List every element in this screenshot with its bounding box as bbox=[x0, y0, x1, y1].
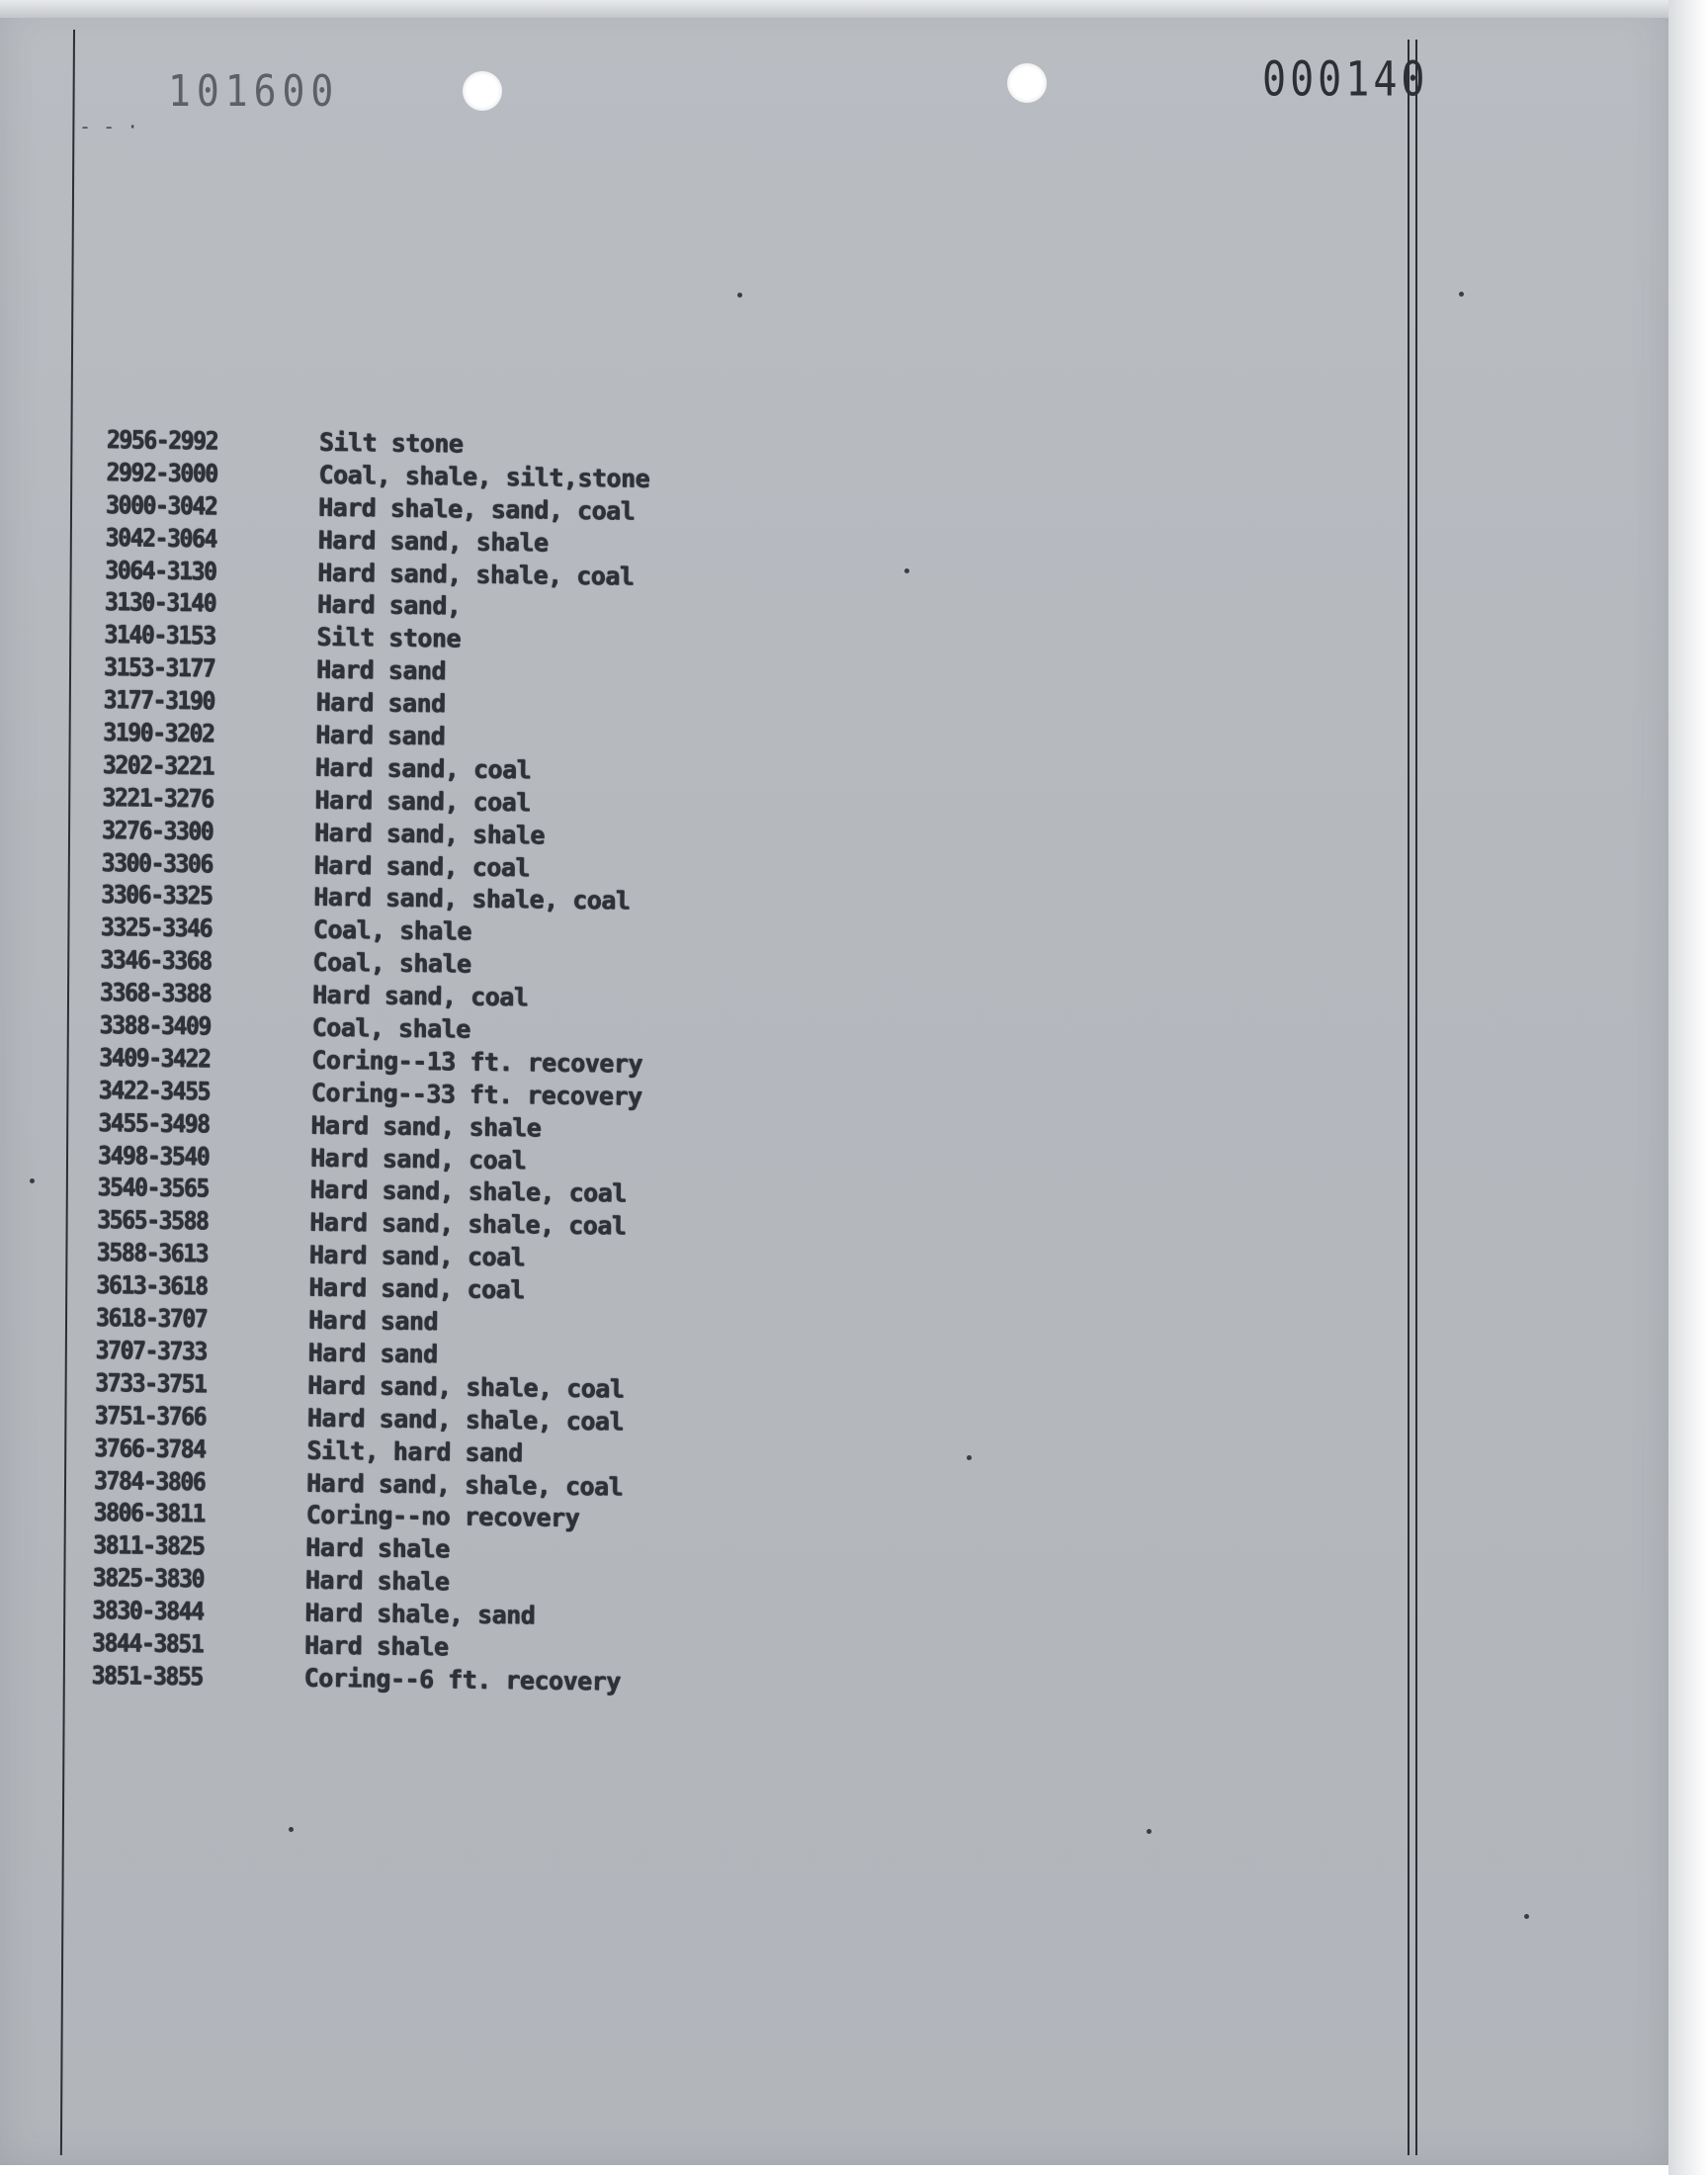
depth-interval: 3707-3733 bbox=[95, 1335, 207, 1366]
formation-description: Silt stone bbox=[316, 622, 462, 653]
right-margin-line-outer bbox=[1415, 40, 1417, 2155]
formation-description: Hard sand bbox=[307, 1338, 438, 1369]
depth-interval: 3177-3190 bbox=[103, 685, 214, 716]
formation-description: Hard sand, coal bbox=[313, 850, 531, 882]
depth-interval: 3064-3130 bbox=[105, 555, 216, 585]
formation-description: Hard sand, coal bbox=[311, 980, 529, 1012]
corner-mark: - - · bbox=[79, 115, 139, 138]
formation-description: Hard shale, sand, coal bbox=[317, 492, 636, 526]
formation-description: Coring--13 ft. recovery bbox=[310, 1045, 643, 1079]
paper-speck bbox=[30, 1178, 35, 1183]
depth-interval: 3830-3844 bbox=[92, 1595, 204, 1626]
depth-interval: 3325-3346 bbox=[100, 913, 213, 943]
depth-interval: 3000-3042 bbox=[105, 489, 217, 521]
paper-speck bbox=[737, 293, 742, 298]
depth-interval: 3153-3177 bbox=[103, 652, 215, 683]
formation-description: Hard sand, shale bbox=[310, 1110, 542, 1143]
formation-description: Hard sand, coal bbox=[308, 1272, 525, 1305]
depth-interval: 2956-2992 bbox=[106, 425, 218, 456]
formation-description: Hard sand, shale bbox=[317, 525, 549, 558]
depth-interval: 3588-3613 bbox=[96, 1238, 209, 1268]
formation-description: Hard sand, shale, coal bbox=[306, 1403, 625, 1436]
formation-description: Hard sand bbox=[315, 720, 446, 751]
formation-description: Silt, hard sand bbox=[306, 1436, 523, 1467]
depth-interval: 3409-3422 bbox=[99, 1042, 211, 1074]
depth-interval: 3806-3811 bbox=[93, 1498, 205, 1528]
formation-description: Hard sand, coal bbox=[314, 752, 532, 785]
formation-description: Coring--6 ft. recovery bbox=[303, 1663, 621, 1696]
formation-description: Hard sand bbox=[315, 687, 446, 719]
formation-description: Coring--33 ft. recovery bbox=[310, 1078, 642, 1111]
depth-interval: 3825-3830 bbox=[92, 1563, 205, 1594]
paper-speck bbox=[1147, 1829, 1152, 1834]
depth-interval: 3368-3388 bbox=[99, 978, 212, 1008]
paper-speck bbox=[904, 568, 909, 573]
formation-description: Hard shale, sand bbox=[304, 1598, 536, 1630]
formation-description: Hard sand, shale, coal bbox=[309, 1175, 627, 1208]
formation-description: Hard sand, bbox=[316, 590, 462, 621]
page-number: 000140 bbox=[1262, 52, 1429, 108]
top-edge-strip bbox=[0, 0, 1668, 18]
depth-interval: 3130-3140 bbox=[104, 587, 216, 618]
formation-description: Hard sand, shale, coal bbox=[305, 1468, 624, 1501]
paper-speck bbox=[967, 1455, 972, 1460]
formation-description: Hard sand, coal bbox=[308, 1240, 526, 1272]
formation-description: Hard sand bbox=[315, 654, 447, 686]
formation-description: Hard shale bbox=[303, 1630, 449, 1662]
depth-interval: 3455-3498 bbox=[98, 1107, 210, 1139]
depth-interval: 3276-3300 bbox=[101, 815, 214, 846]
formation-description: Hard sand, shale, coal bbox=[313, 883, 631, 915]
formation-description: Hard shale bbox=[304, 1565, 450, 1597]
formation-description: Hard sand, shale bbox=[313, 818, 545, 850]
depth-interval: 3733-3751 bbox=[94, 1367, 207, 1399]
depth-interval: 3751-3766 bbox=[94, 1400, 207, 1432]
formation-description: Hard sand, shale, coal bbox=[306, 1370, 625, 1404]
depth-interval: 3346-3368 bbox=[100, 945, 212, 976]
formation-description: Hard sand, coal bbox=[314, 785, 531, 818]
depth-interval: 3565-3588 bbox=[97, 1205, 209, 1236]
depth-interval: 3498-3540 bbox=[97, 1140, 210, 1171]
well-log-table bbox=[91, 425, 818, 1701]
formation-description: Hard sand, shale, coal bbox=[308, 1207, 627, 1241]
formation-description: Coring--no recovery bbox=[305, 1500, 580, 1533]
depth-interval: 3851-3855 bbox=[91, 1660, 203, 1692]
depth-interval: 3618-3707 bbox=[95, 1302, 208, 1334]
paper-edge-right bbox=[1668, 0, 1708, 2175]
paper-speck bbox=[1459, 292, 1464, 297]
formation-description: Hard sand, shale, coal bbox=[317, 558, 635, 591]
formation-description: Hard sand bbox=[307, 1305, 439, 1337]
right-margin-line-inner bbox=[1408, 40, 1409, 2155]
formation-description: Coal, shale bbox=[311, 1012, 470, 1044]
formation-description: Coal, shale bbox=[312, 914, 472, 946]
depth-interval: 3221-3276 bbox=[102, 782, 214, 814]
depth-interval: 3784-3806 bbox=[93, 1465, 206, 1496]
depth-interval: 3042-3064 bbox=[105, 522, 216, 554]
depth-interval: 3540-3565 bbox=[97, 1173, 209, 1203]
depth-interval: 3766-3784 bbox=[94, 1433, 206, 1463]
formation-description: Coal, shale, silt,stone bbox=[318, 460, 650, 493]
formation-description: Hard sand, coal bbox=[309, 1143, 527, 1174]
formation-description: Coal, shale bbox=[312, 947, 471, 979]
depth-interval: 3202-3221 bbox=[102, 749, 214, 781]
paper-speck bbox=[289, 1827, 294, 1832]
punch-hole-left bbox=[463, 71, 502, 111]
depth-interval: 3811-3825 bbox=[92, 1530, 205, 1561]
formation-description: Silt stone bbox=[318, 427, 464, 459]
depth-interval: 3306-3325 bbox=[101, 880, 213, 911]
document-number: 101600 bbox=[168, 65, 340, 117]
depth-interval: 3388-3409 bbox=[99, 1009, 211, 1041]
paper-speck bbox=[1524, 1914, 1529, 1919]
depth-interval: 3844-3851 bbox=[91, 1627, 204, 1659]
depth-interval: 3300-3306 bbox=[101, 847, 213, 878]
depth-interval: 3613-3618 bbox=[96, 1270, 208, 1301]
depth-interval: 3190-3202 bbox=[103, 717, 214, 748]
formation-description: Hard shale bbox=[304, 1532, 450, 1564]
depth-interval: 3422-3455 bbox=[98, 1075, 211, 1106]
punch-hole-right bbox=[1007, 63, 1047, 103]
left-margin-line bbox=[60, 30, 75, 2155]
depth-interval: 3140-3153 bbox=[104, 620, 215, 651]
depth-interval: 2992-3000 bbox=[106, 457, 217, 488]
